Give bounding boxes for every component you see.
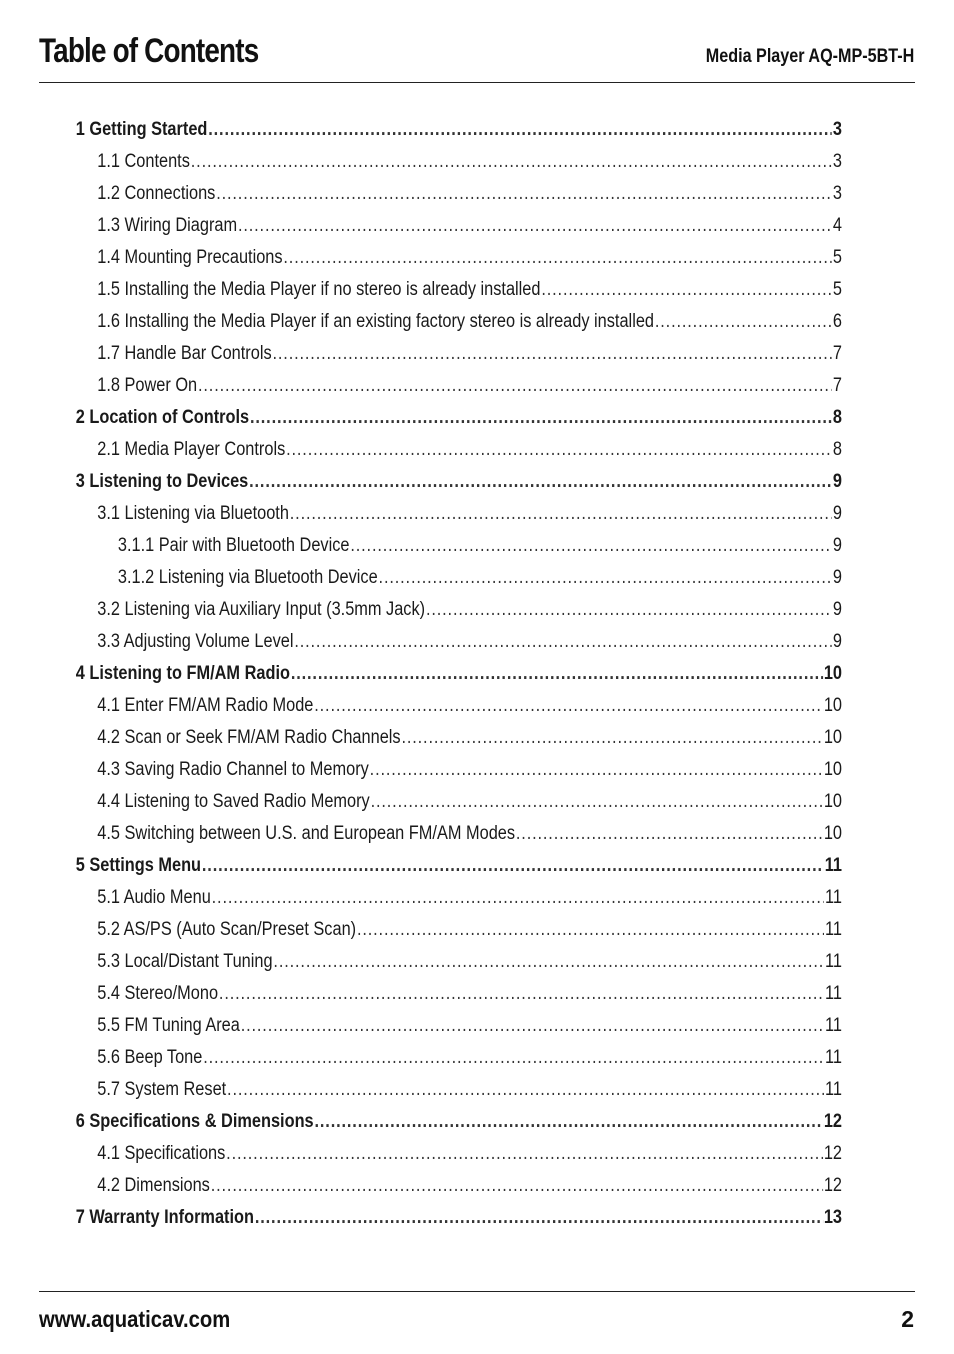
toc-entry[interactable] — [76, 498, 842, 530]
toc-entry-title: 3.3 Adjusting Volume Level — [97, 631, 294, 652]
toc-entry-title: 4.2 Scan or Seek FM/AM Radio Channels — [97, 727, 401, 748]
toc-entry[interactable] — [76, 1170, 842, 1202]
toc-entry-page-number: 10 — [823, 727, 842, 748]
toc-entry[interactable] — [76, 114, 842, 146]
page-number: 2 — [901, 1306, 914, 1332]
toc-entry-page-number: 3 — [832, 151, 842, 172]
toc-entry[interactable] — [76, 946, 842, 978]
toc-entry-page-number: 11 — [825, 983, 842, 1004]
toc-entry-page-number: 9 — [832, 503, 842, 524]
toc-entry-page-number: 6 — [832, 311, 842, 332]
toc-entry-page-number: 11 — [825, 951, 842, 972]
toc-entry-title: 5 Settings Menu — [75, 855, 202, 876]
toc-entry-title: 4.2 Dimensions — [97, 1175, 210, 1196]
toc-entry-title: 7 Warranty Information — [75, 1207, 254, 1228]
toc-entry[interactable] — [76, 786, 842, 818]
toc-entry-page-number: 4 — [832, 215, 842, 236]
footer-website-url[interactable]: www.aquaticav.com — [39, 1306, 231, 1332]
toc-entry-page-number: 10 — [823, 823, 842, 844]
toc-entry-page-number: 3 — [832, 119, 842, 140]
toc-entry[interactable] — [76, 722, 842, 754]
toc-dot-leader — [198, 375, 832, 397]
toc-entry-page-number: 11 — [824, 855, 842, 876]
toc-entry-page-number: 12 — [823, 1111, 842, 1132]
toc-entry[interactable] — [76, 338, 842, 370]
toc-dot-leader — [250, 407, 832, 429]
toc-entry[interactable] — [76, 914, 842, 946]
toc-entry[interactable] — [76, 626, 842, 658]
toc-entry[interactable] — [76, 1042, 842, 1074]
toc-dot-leader — [241, 1015, 824, 1037]
toc-entry-title: 4.4 Listening to Saved Radio Memory — [97, 791, 370, 812]
toc-entry-title: 3.2 Listening via Auxiliary Input (3.5mm Jack) — [97, 599, 426, 620]
toc-dot-leader — [226, 1143, 823, 1165]
toc-entry-page-number: 12 — [823, 1175, 842, 1196]
toc-entry[interactable] — [76, 210, 842, 242]
toc-entry-page-number: 10 — [823, 695, 842, 716]
toc-entry-page-number: 9 — [832, 631, 842, 652]
toc-entry-page-number: 11 — [825, 1015, 842, 1036]
toc-dot-leader — [238, 215, 832, 237]
toc-dot-leader — [227, 1079, 824, 1101]
toc-entry-page-number: 5 — [832, 279, 842, 300]
toc-entry[interactable] — [76, 658, 842, 690]
toc-dot-leader — [286, 439, 832, 461]
toc-entry[interactable] — [76, 594, 842, 626]
toc-dot-leader — [516, 823, 823, 845]
toc-entry-page-number: 12 — [823, 1143, 842, 1164]
toc-entry-page-number: 8 — [832, 439, 842, 460]
toc-dot-leader — [371, 791, 823, 813]
toc-entry-page-number: 8 — [832, 407, 842, 428]
toc-dot-leader — [212, 887, 825, 909]
toc-entry[interactable] — [76, 1138, 842, 1170]
toc-entry[interactable] — [76, 274, 842, 306]
toc-entry-title: 1.5 Installing the Media Player if no stereo is already installed — [97, 279, 541, 300]
toc-entry[interactable] — [76, 402, 842, 434]
toc-entry[interactable] — [76, 530, 842, 562]
toc-dot-leader — [191, 151, 832, 173]
page-title: Table of Contents — [39, 32, 259, 70]
toc-dot-leader — [541, 279, 832, 301]
toc-entry[interactable] — [76, 1202, 842, 1234]
toc-dot-leader — [283, 247, 832, 269]
toc-entry-title: 4 Listening to FM/AM Radio — [75, 663, 290, 684]
toc-entry-page-number: 10 — [823, 663, 842, 684]
toc-entry-page-number: 3 — [832, 183, 842, 204]
toc-entry-title: 1.1 Contents — [97, 151, 190, 172]
toc-dot-leader — [379, 567, 833, 589]
table-of-contents — [76, 114, 842, 1234]
toc-entry-page-number: 10 — [823, 759, 842, 780]
toc-dot-leader — [370, 759, 823, 781]
toc-dot-leader — [294, 631, 832, 653]
toc-dot-leader — [219, 983, 824, 1005]
toc-dot-leader — [272, 343, 832, 365]
toc-entry-page-number: 13 — [823, 1207, 842, 1228]
document-model-label: Media Player AQ-MP-5BT-H — [705, 46, 914, 67]
toc-entry-title: 1.7 Handle Bar Controls — [97, 343, 272, 364]
toc-entry[interactable] — [76, 850, 842, 882]
toc-dot-leader — [315, 1111, 823, 1133]
toc-dot-leader — [208, 119, 832, 141]
toc-entry-title: 6 Specifications & Dimensions — [75, 1111, 314, 1132]
toc-entry-title: 4.1 Enter FM/AM Radio Mode — [97, 695, 314, 716]
toc-entry-title: 3 Listening to Devices — [75, 471, 249, 492]
toc-entry[interactable] — [76, 754, 842, 786]
toc-dot-leader — [273, 951, 824, 973]
toc-entry[interactable] — [76, 562, 842, 594]
toc-entry-title: 4.5 Switching between U.S. and European FM/AM Modes — [97, 823, 516, 844]
toc-entry-title: 4.3 Saving Radio Channel to Memory — [97, 759, 369, 780]
toc-entry-title: 3.1.1 Pair with Bluetooth Device — [117, 535, 350, 556]
toc-entry-page-number: 7 — [832, 343, 842, 364]
toc-entry[interactable] — [76, 306, 842, 338]
toc-entry-title: 1.2 Connections — [97, 183, 216, 204]
toc-entry-title: 5.5 FM Tuning Area — [97, 1015, 240, 1036]
toc-entry-title: 1 Getting Started — [75, 119, 208, 140]
toc-dot-leader — [291, 663, 823, 685]
toc-entry-page-number: 9 — [832, 471, 842, 492]
toc-entry[interactable] — [76, 434, 842, 466]
toc-entry-page-number: 9 — [832, 599, 842, 620]
toc-entry[interactable] — [76, 1074, 842, 1106]
toc-entry-title: 5.4 Stereo/Mono — [97, 983, 219, 1004]
toc-entry[interactable] — [76, 882, 842, 914]
footer-divider — [39, 1291, 915, 1292]
toc-dot-leader — [203, 1047, 824, 1069]
toc-dot-leader — [401, 727, 823, 749]
toc-dot-leader — [350, 535, 832, 557]
toc-dot-leader — [216, 183, 832, 205]
toc-entry-title: 5.7 System Reset — [97, 1079, 227, 1100]
toc-entry-title: 5.3 Local/Distant Tuning — [97, 951, 273, 972]
toc-entry-page-number: 11 — [825, 919, 842, 940]
toc-entry[interactable] — [76, 1106, 842, 1138]
toc-entry-page-number: 9 — [832, 535, 842, 556]
toc-entry[interactable] — [76, 370, 842, 402]
toc-entry-title: 2.1 Media Player Controls — [97, 439, 286, 460]
toc-entry[interactable] — [76, 242, 842, 274]
toc-entry-page-number: 7 — [832, 375, 842, 396]
toc-entry[interactable] — [76, 1010, 842, 1042]
toc-entry[interactable] — [76, 818, 842, 850]
toc-entry-title: 5.1 Audio Menu — [97, 887, 211, 908]
toc-dot-leader — [426, 599, 832, 621]
toc-entry-title: 4.1 Specifications — [97, 1143, 226, 1164]
toc-entry[interactable] — [76, 978, 842, 1010]
toc-entry-page-number: 11 — [825, 1079, 842, 1100]
toc-entry-title: 2 Location of Controls — [75, 407, 250, 428]
toc-dot-leader — [202, 855, 824, 877]
toc-entry-title: 5.2 AS/PS (Auto Scan/Preset Scan) — [97, 919, 357, 940]
toc-dot-leader — [249, 471, 832, 493]
toc-entry-title: 1.4 Mounting Precautions — [97, 247, 283, 268]
toc-entry-page-number: 5 — [832, 247, 842, 268]
toc-entry[interactable] — [76, 466, 842, 498]
toc-entry-title: 1.6 Installing the Media Player if an existing factory stereo is already installed — [97, 311, 655, 332]
toc-dot-leader — [655, 311, 832, 333]
toc-entry[interactable] — [76, 146, 842, 178]
toc-entry-title: 3.1.2 Listening via Bluetooth Device — [117, 567, 378, 588]
toc-entry-page-number: 11 — [825, 1047, 842, 1068]
toc-dot-leader — [357, 919, 824, 941]
toc-entry-title: 5.6 Beep Tone — [97, 1047, 203, 1068]
toc-dot-leader — [314, 695, 823, 717]
toc-dot-leader — [211, 1175, 823, 1197]
toc-entry-title: 1.8 Power On — [97, 375, 198, 396]
header-divider — [39, 82, 915, 83]
toc-entry-page-number: 10 — [823, 791, 842, 812]
toc-dot-leader — [255, 1207, 823, 1229]
toc-entry-page-number: 9 — [832, 567, 842, 588]
toc-entry-page-number: 11 — [825, 887, 842, 908]
toc-entry[interactable] — [76, 178, 842, 210]
toc-entry-title: 1.3 Wiring Diagram — [97, 215, 238, 236]
toc-dot-leader — [290, 503, 832, 525]
toc-entry[interactable] — [76, 690, 842, 722]
toc-entry-title: 3.1 Listening via Bluetooth — [97, 503, 289, 524]
